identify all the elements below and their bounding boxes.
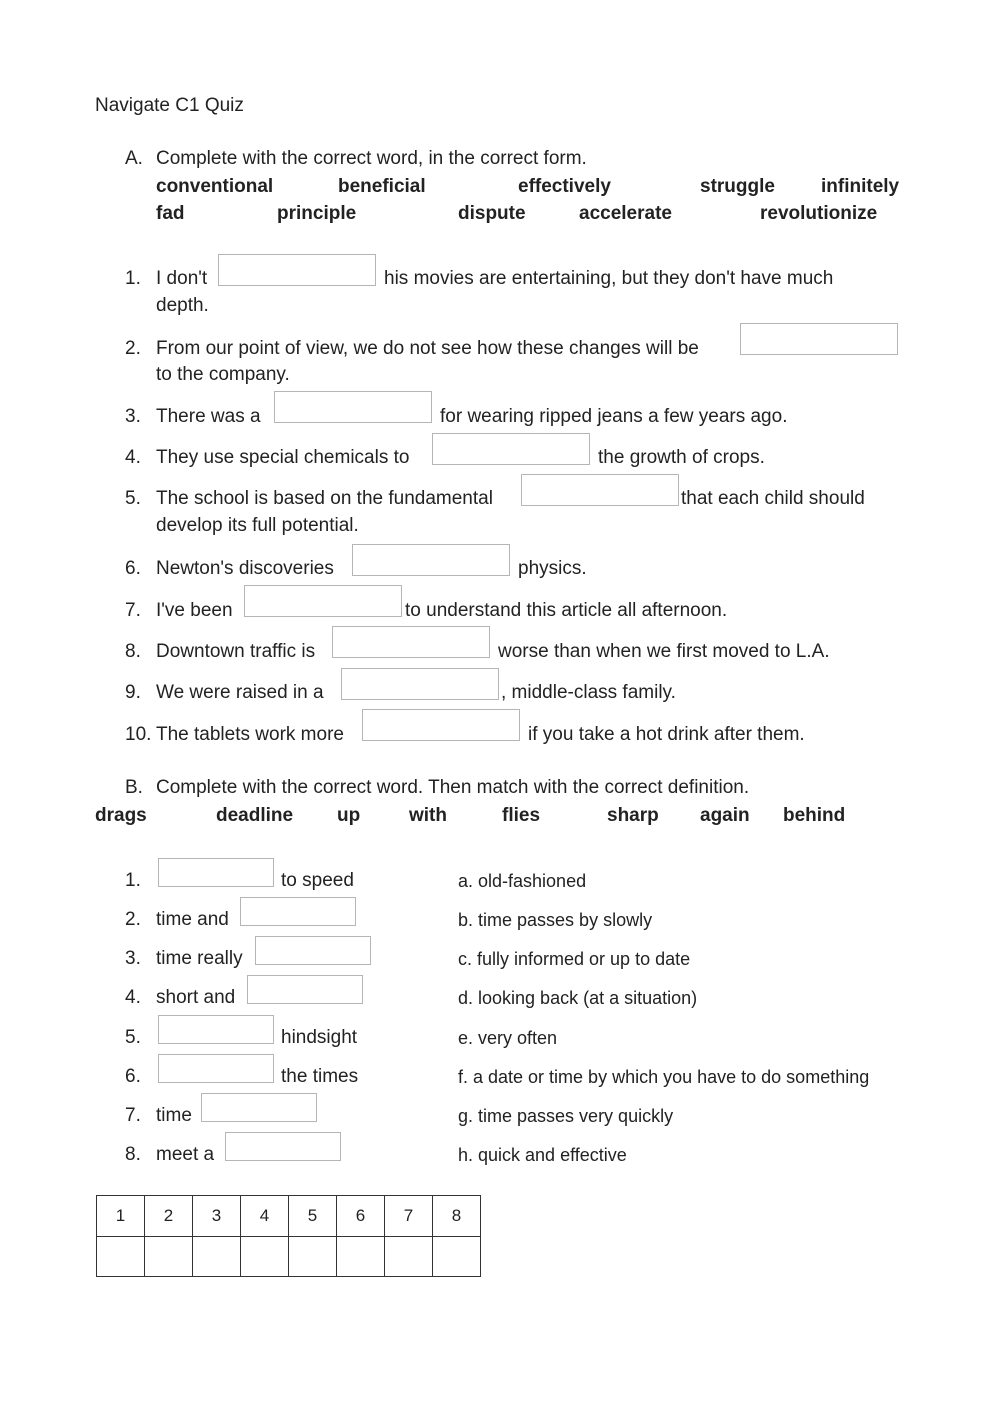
question-text-after: to understand this article all afternoon. [405, 600, 728, 621]
item-number: 4. [125, 987, 141, 1008]
question-number: 1. [125, 268, 141, 289]
grid-header-cell: 4 [241, 1196, 289, 1237]
word-bank-item: fad [156, 203, 185, 224]
item-number: 8. [125, 1144, 141, 1165]
question-number: 9. [125, 682, 141, 703]
definition: h. quick and effective [458, 1145, 627, 1165]
question-text-before: From our point of view, we do not see how these changes will be [156, 338, 699, 359]
word-bank-item: behind [783, 805, 846, 826]
section-a-letter: A. [125, 148, 143, 169]
definition: d. looking back (at a situation) [458, 988, 698, 1008]
section-a-instruction: Complete with the correct word, in the correct form. [156, 148, 587, 169]
grid-answer-cell[interactable] [433, 1237, 481, 1277]
word-bank-item: beneficial [338, 176, 426, 197]
answer-input-a9[interactable] [341, 668, 499, 700]
answer-input-a8[interactable] [332, 626, 490, 658]
question-number: 5. [125, 488, 141, 509]
question-text-after: for wearing ripped jeans a few years ago. [440, 406, 788, 427]
question-text-after: physics. [518, 558, 587, 579]
definition: b. time passes by slowly [458, 910, 653, 930]
question-number: 4. [125, 447, 141, 468]
item-text-before: time really [156, 948, 243, 969]
word-bank-item: flies [502, 805, 541, 826]
word-bank-item: infinitely [821, 176, 900, 197]
item-text-before: time [156, 1105, 192, 1126]
item-text-after: the times [281, 1066, 359, 1087]
section-b-instruction: Complete with the correct word. Then match with the correct definition. [156, 777, 750, 798]
definition: g. time passes very quickly [458, 1106, 674, 1126]
grid-answer-cell[interactable] [289, 1237, 337, 1277]
question-text-before: Newton's discoveries [156, 558, 334, 579]
word-bank-item: drags [95, 805, 147, 826]
item-number: 5. [125, 1027, 141, 1048]
definition: a. old-fashioned [458, 871, 587, 891]
answer-input-b5[interactable] [158, 1015, 274, 1044]
question-text-before: The tablets work more [156, 724, 344, 745]
item-number: 3. [125, 948, 141, 969]
item-text-before: short and [156, 987, 236, 1008]
grid-answer-cell[interactable] [97, 1237, 145, 1277]
question-text-after: , middle-class family. [501, 682, 676, 703]
answer-input-b4[interactable] [247, 975, 363, 1004]
item-number: 1. [125, 870, 141, 891]
grid-header-cell: 6 [337, 1196, 385, 1237]
word-bank-item: accelerate [579, 203, 672, 224]
question-text-continued: depth. [156, 295, 209, 316]
answer-input-b8[interactable] [225, 1132, 341, 1161]
word-bank-item: again [700, 805, 750, 826]
page-title: Navigate C1 Quiz [95, 95, 244, 116]
answer-input-b6[interactable] [158, 1054, 274, 1083]
question-text-before: I've been [156, 600, 233, 621]
question-text-continued: develop its full potential. [156, 515, 359, 536]
question-text-before: We were raised in a [156, 682, 324, 703]
grid-header-cell: 2 [145, 1196, 193, 1237]
grid-header-cell: 5 [289, 1196, 337, 1237]
answer-input-b2[interactable] [240, 897, 356, 926]
item-number: 6. [125, 1066, 141, 1087]
question-text-continued: to the company. [156, 364, 290, 385]
word-bank-item: effectively [518, 176, 611, 197]
grid-answer-cell[interactable] [241, 1237, 289, 1277]
word-bank-item: sharp [607, 805, 659, 826]
definition: c. fully informed or up to date [458, 949, 691, 969]
question-text-before: The school is based on the fundamental [156, 488, 493, 509]
item-number: 7. [125, 1105, 141, 1126]
definition: e. very often [458, 1028, 558, 1048]
question-text-after: if you take a hot drink after them. [528, 724, 805, 745]
question-number: 8. [125, 641, 141, 662]
word-bank-item: deadline [216, 805, 294, 826]
question-text-before: Downtown traffic is [156, 641, 316, 662]
question-number: 3. [125, 406, 141, 427]
word-bank-item: struggle [700, 176, 775, 197]
answer-input-a2[interactable] [740, 323, 898, 355]
question-text-after: worse than when we first moved to L.A. [498, 641, 830, 662]
answer-input-a4[interactable] [432, 433, 590, 465]
grid-answer-cell[interactable] [145, 1237, 193, 1277]
question-number: 2. [125, 338, 141, 359]
item-text-before: time and [156, 909, 229, 930]
answer-input-a1[interactable] [218, 254, 376, 286]
grid-answer-cell[interactable] [337, 1237, 385, 1277]
question-text-after: that each child should [681, 488, 865, 509]
grid-header-cell: 1 [97, 1196, 145, 1237]
grid-header-cell: 8 [433, 1196, 481, 1237]
word-bank-item: conventional [156, 176, 274, 197]
answer-input-a10[interactable] [362, 709, 520, 741]
answer-input-b3[interactable] [255, 936, 371, 965]
grid-header-cell: 3 [193, 1196, 241, 1237]
word-bank-item: revolutionize [760, 203, 878, 224]
section-b-letter: B. [125, 777, 143, 798]
item-text-after: hindsight [281, 1027, 358, 1048]
answer-input-a7[interactable] [244, 585, 402, 617]
answer-input-a3[interactable] [274, 391, 432, 423]
answer-input-a6[interactable] [352, 544, 510, 576]
word-bank-item: with [409, 805, 447, 826]
word-bank-item: principle [277, 203, 357, 224]
answer-grid [96, 1195, 481, 1277]
definition: f. a date or time by which you have to do something [458, 1067, 870, 1087]
question-text-after: the growth of crops. [598, 447, 765, 468]
question-text-before: They use special chemicals to [156, 447, 410, 468]
question-text-before: I don't [156, 268, 208, 289]
question-number: 6. [125, 558, 141, 579]
item-number: 2. [125, 909, 141, 930]
grid-header-cell: 7 [385, 1196, 433, 1237]
question-text-after: his movies are entertaining, but they don't have much [384, 268, 834, 289]
grid-answer-cell[interactable] [193, 1237, 241, 1277]
question-number: 10. [125, 724, 152, 745]
question-text-before: There was a [156, 406, 261, 427]
answer-input-b7[interactable] [201, 1093, 317, 1122]
question-number: 7. [125, 600, 141, 621]
item-text-after: to speed [281, 870, 354, 891]
word-bank-item: up [337, 805, 361, 826]
grid-answer-cell[interactable] [385, 1237, 433, 1277]
item-text-before: meet a [156, 1144, 215, 1165]
word-bank-item: dispute [458, 203, 526, 224]
answer-input-b1[interactable] [158, 858, 274, 887]
answer-input-a5[interactable] [521, 474, 679, 506]
